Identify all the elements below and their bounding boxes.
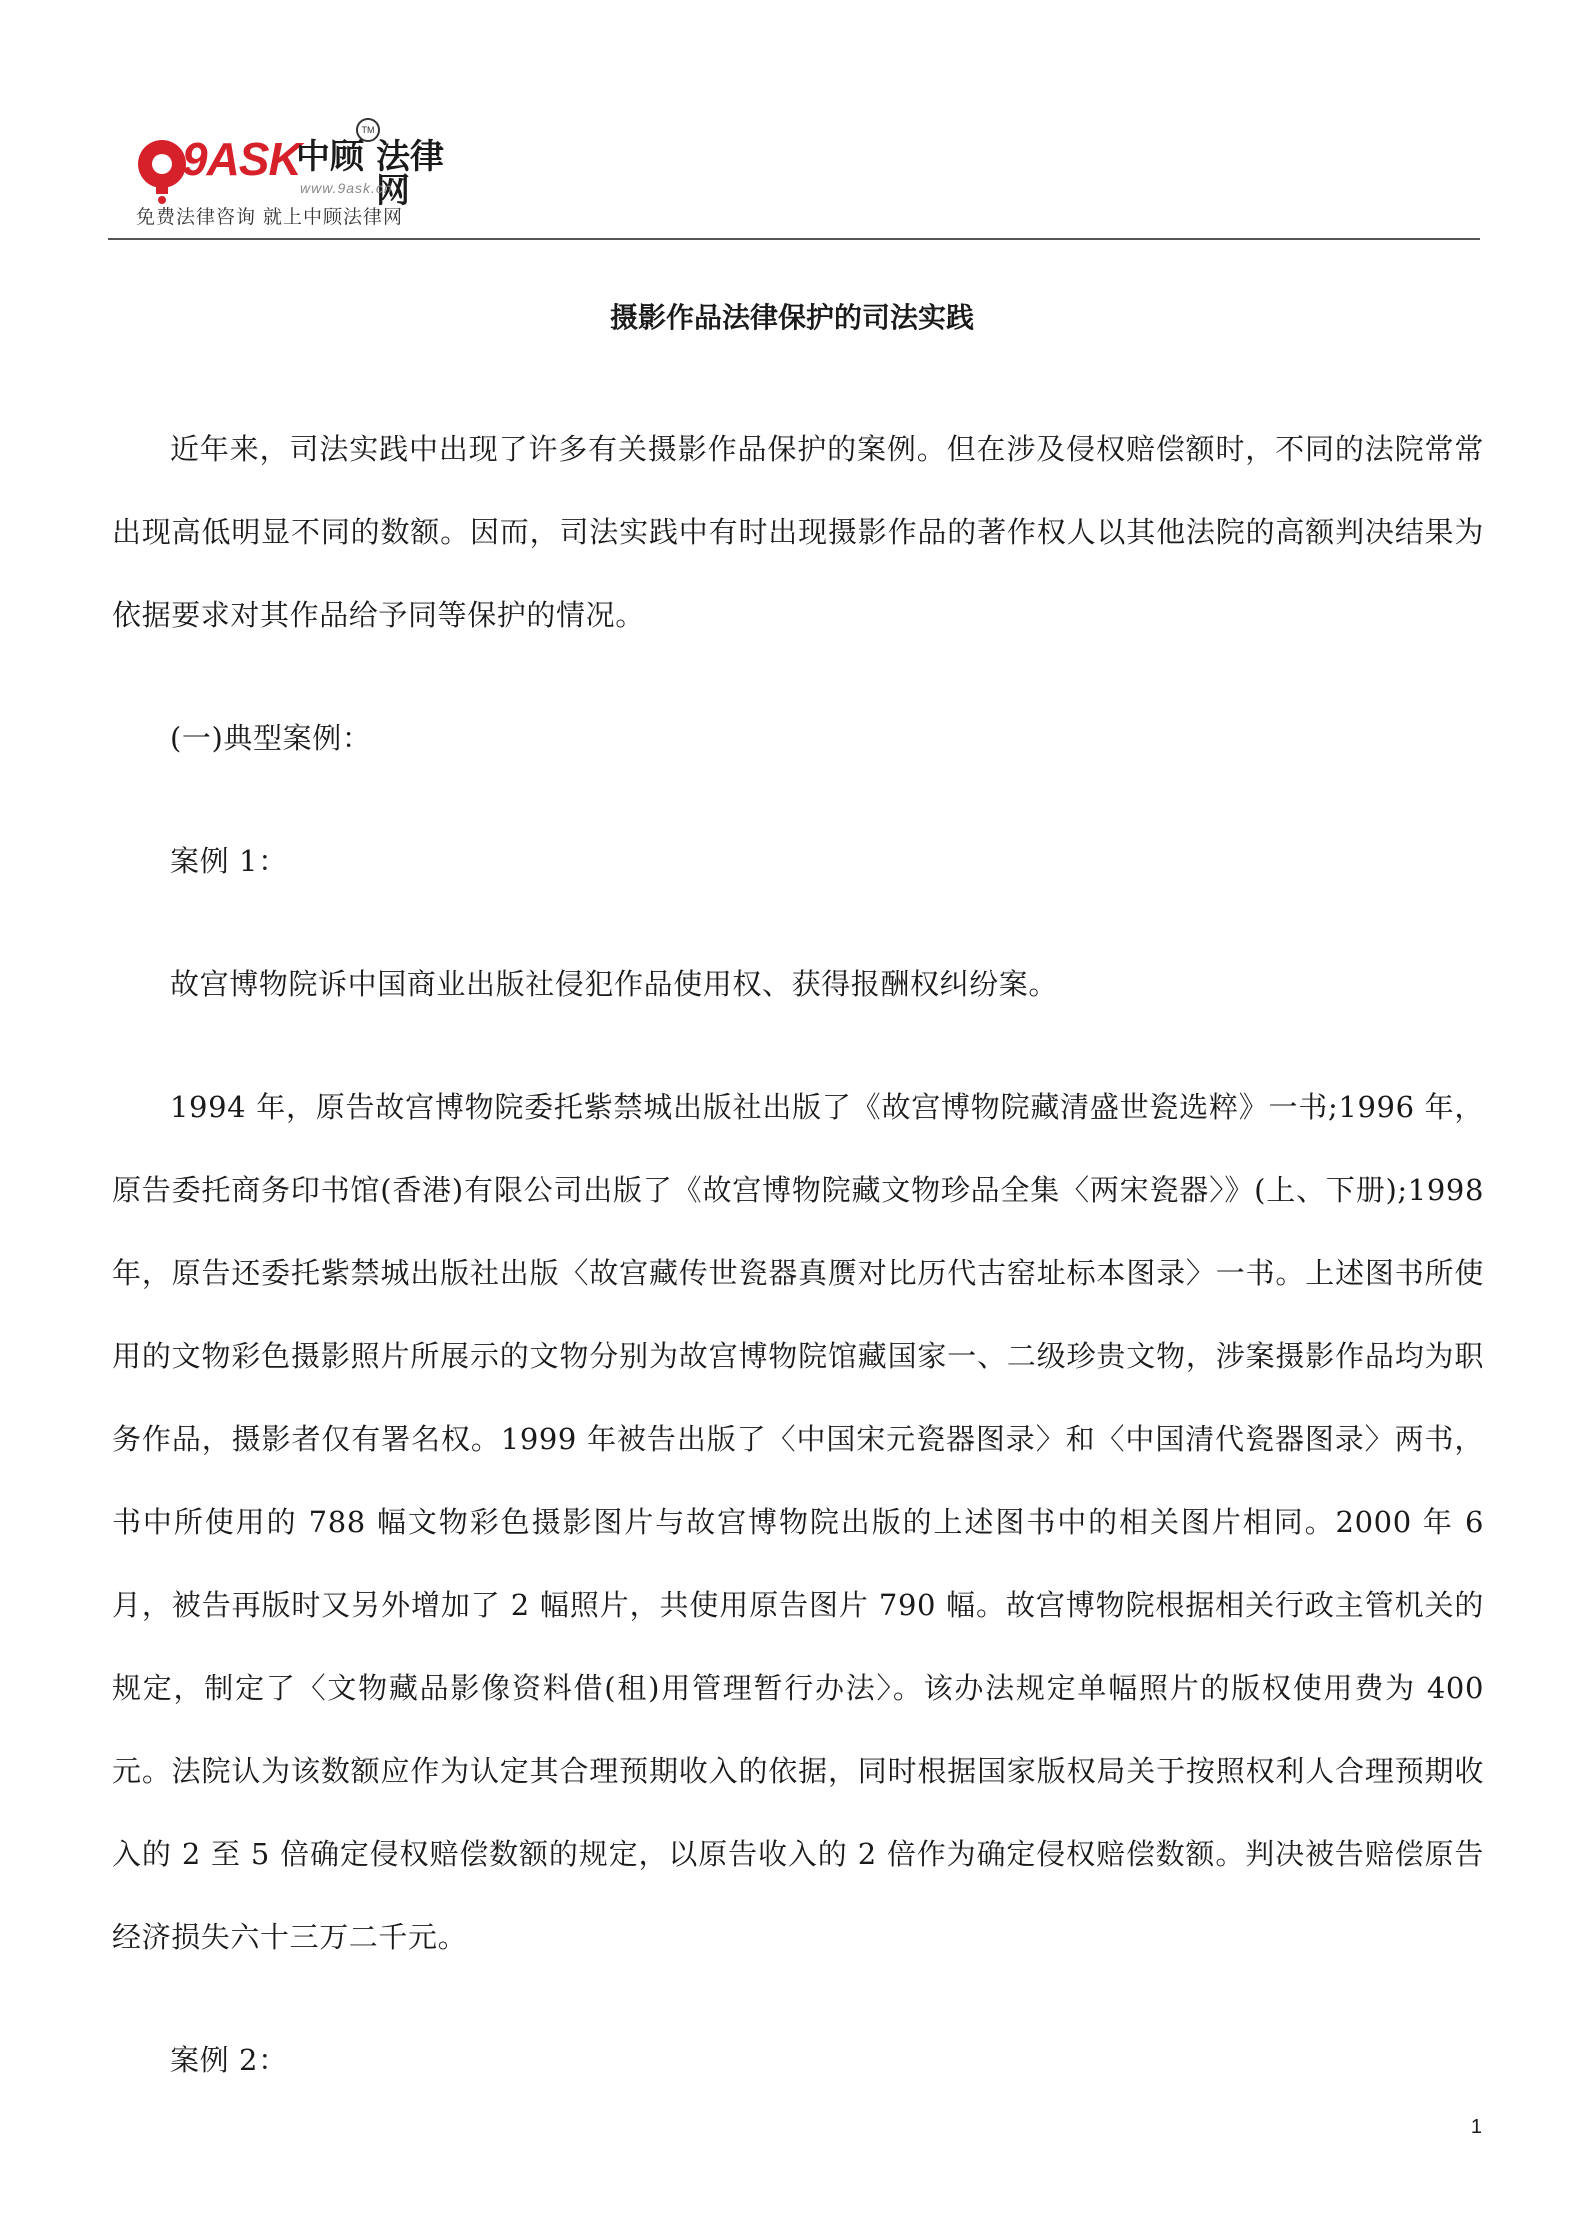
document-title: 摄影作品法律保护的司法实践 (609, 301, 974, 334)
case-1-title: 故宫博物院诉中国商业出版社侵犯作品使用权、获得报酬权纠纷案。 (170, 967, 1059, 1001)
header-divider (108, 238, 1480, 240)
document-body (112, 408, 1484, 2142)
logo-ask-text: 9ASK (182, 133, 301, 185)
logo-brand-name-2: 法律网 (376, 137, 444, 211)
paragraph-intro: 近年来，司法实践中出现了许多有关摄影作品保护的案例。但在涉及侵权赔偿额时，不同的法院常常出现高低明显不同的数额。因而，司法实践中有时出现摄影作品的著作权人以其他法院的高额判决结果为依据要求对其作品给予同等保护的情况。 (112, 432, 1484, 632)
case-heading-2: 案例 2： (170, 2043, 288, 2077)
section-heading-typical-cases: (一)典型案例： (170, 721, 372, 755)
case-heading-1: 案例 1： (170, 844, 288, 878)
logo-url: www.9ask.cn (300, 180, 393, 196)
page-number: 1 (1470, 2116, 1482, 2138)
logo-brand-name-1: 中顾 (296, 137, 364, 177)
trademark-badge: TM (356, 118, 380, 142)
site-logo (130, 110, 470, 230)
case-1-body: 1994 年，原告故宫博物院委托紫禁城出版社出版了《故宫博物院藏清盛世瓷选粹》一书;1996 年，原告委托商务印书馆(香港)有限公司出版了《故宫博物院藏文物珍品全集〈两宋瓷器〉》(上、下册);1998 年，原告还委托紫禁城出版社出版〈故宫藏传世瓷器真赝对比历代古窑址标本图录〉一书。上述图书所使用的文物彩色摄影照片所展示的文物分别为故宫博物院馆藏国家一、二级珍贵文物，涉案摄影作品均为职务作品，摄影者仅有署名权。1999 年被告出版了〈中国宋元瓷器图录〉和〈中国清代瓷器图录〉两书，书中所使用的 788 幅文物彩色摄影图片与故宫博物院出版的上述图书中的相关图片相同。2000 年 6 月，被告再版时又另外增加了 2 幅照片，共使用原告图片 790 幅。故宫博物院根据相关行政主管机关的规定，制定了〈文物藏品影像资料借(租)用管理暂行办法〉。该办法规定单幅照片的版权使用费为 400 元。法院认为该数额应作为认定其合理预期收入的依据，同时根据国家版权局关于按照权利人合理预期收入的 2 至 5 倍确定侵权赔偿数额的规定，以原告收入的 2 倍作为确定侵权赔偿数额。判决被告赔偿原告经济损失六十三万二千元。 (112, 1090, 1484, 1954)
logo-slogan: 免费法律咨询 就上中顾法律网 (136, 206, 404, 228)
